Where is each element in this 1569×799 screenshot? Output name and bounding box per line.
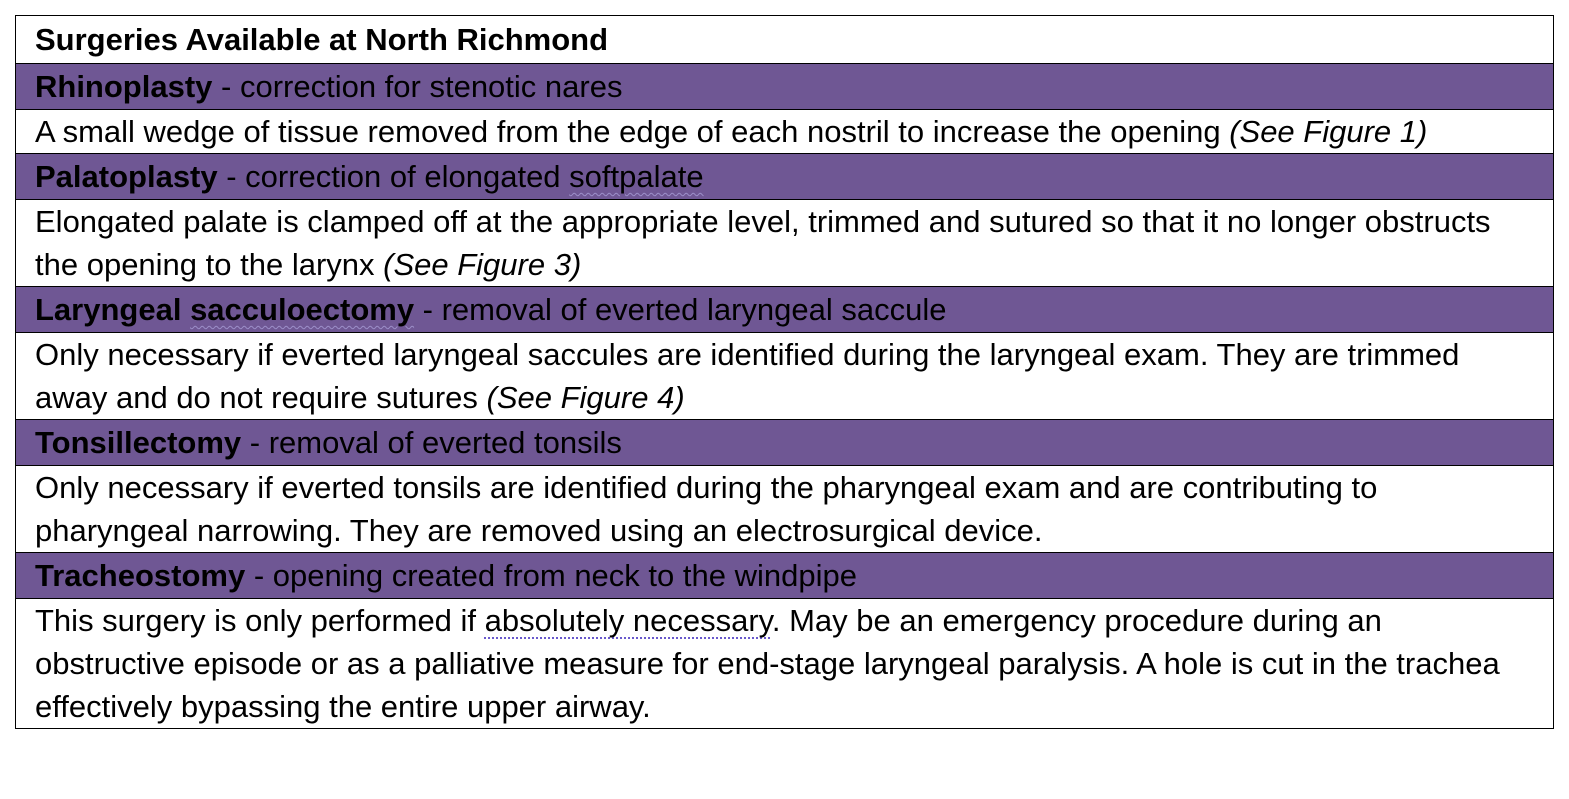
procedure-summary: - removal of everted tonsils xyxy=(241,425,622,460)
procedure-name: Laryngeal xyxy=(35,292,191,327)
procedure-description-tonsillectomy xyxy=(16,466,1554,553)
procedure-name: Tracheostomy xyxy=(35,558,246,593)
surgeries-table xyxy=(15,15,1554,729)
procedure-description-rhinoplasty xyxy=(16,110,1554,154)
description-text: A small wedge of tissue removed from the edge of each nostril to increase the opening xyxy=(35,114,1230,149)
description-text: Only necessary if everted laryngeal saccules are identified during the laryngeal exam. They are trimmed away and do not require sutures xyxy=(35,337,1460,415)
procedure-header-row xyxy=(16,287,1554,333)
description-text: . May be an emergency procedure during an obstructive episode or as a palliative measure for end-stage laryngeal paralysis. A hole is cut in the trachea effectively bypassing the entire upper airway. xyxy=(35,603,1500,724)
procedure-description-row xyxy=(16,110,1554,154)
procedure-description-row xyxy=(16,333,1554,420)
procedure-summary: - opening created from neck to the windpipe xyxy=(245,558,857,593)
figure-reference: (See Figure 4) xyxy=(486,380,685,415)
procedure-summary: - correction for stenotic nares xyxy=(212,69,623,104)
figure-reference: (See Figure 3) xyxy=(383,247,582,282)
procedure-header-sacculoectomy xyxy=(16,287,1554,333)
procedure-name: Tonsillectomy xyxy=(35,425,242,460)
procedure-name: Rhinoplasty xyxy=(35,69,213,104)
procedure-description-row xyxy=(16,200,1554,287)
procedure-name: Palatoplasty xyxy=(35,159,218,194)
spelling-flagged-word[interactable]: sacculoectomy xyxy=(190,292,415,327)
procedure-header-row xyxy=(16,420,1554,466)
procedure-description-tracheostomy xyxy=(16,599,1554,729)
figure-reference: (See Figure 1) xyxy=(1229,114,1428,149)
description-text: Only necessary if everted tonsils are identified during the pharyngeal exam and are contributing to pharyngeal narrowing. They are removed using an electrosurgical device. xyxy=(35,470,1378,548)
procedure-header-tracheostomy xyxy=(16,553,1554,599)
procedure-header-row xyxy=(16,154,1554,200)
procedure-description-sacculoectomy xyxy=(16,333,1554,420)
spelling-flagged-word[interactable]: softpalate xyxy=(569,159,704,194)
procedure-summary: - correction of elongated xyxy=(217,159,570,194)
procedure-header-tonsillectomy xyxy=(16,420,1554,466)
procedure-header-row xyxy=(16,553,1554,599)
procedure-summary: - removal of everted laryngeal saccule xyxy=(414,292,947,327)
grammar-flagged-phrase[interactable]: absolutely necessary xyxy=(484,603,772,638)
procedure-description-row xyxy=(16,599,1554,729)
table-title: Surgeries Available at North Richmond xyxy=(16,16,1554,64)
procedure-header-palatoplasty xyxy=(16,154,1554,200)
procedure-description-palatoplasty xyxy=(16,200,1554,287)
procedure-description-row xyxy=(16,466,1554,553)
table-title-row xyxy=(16,16,1554,64)
description-text: This surgery is only performed if xyxy=(35,603,485,638)
procedure-header-row xyxy=(16,64,1554,110)
procedure-header-rhinoplasty xyxy=(16,64,1554,110)
description-text: Elongated palate is clamped off at the appropriate level, trimmed and sutured so that it no longer obstructs the opening to the larynx xyxy=(35,204,1491,282)
